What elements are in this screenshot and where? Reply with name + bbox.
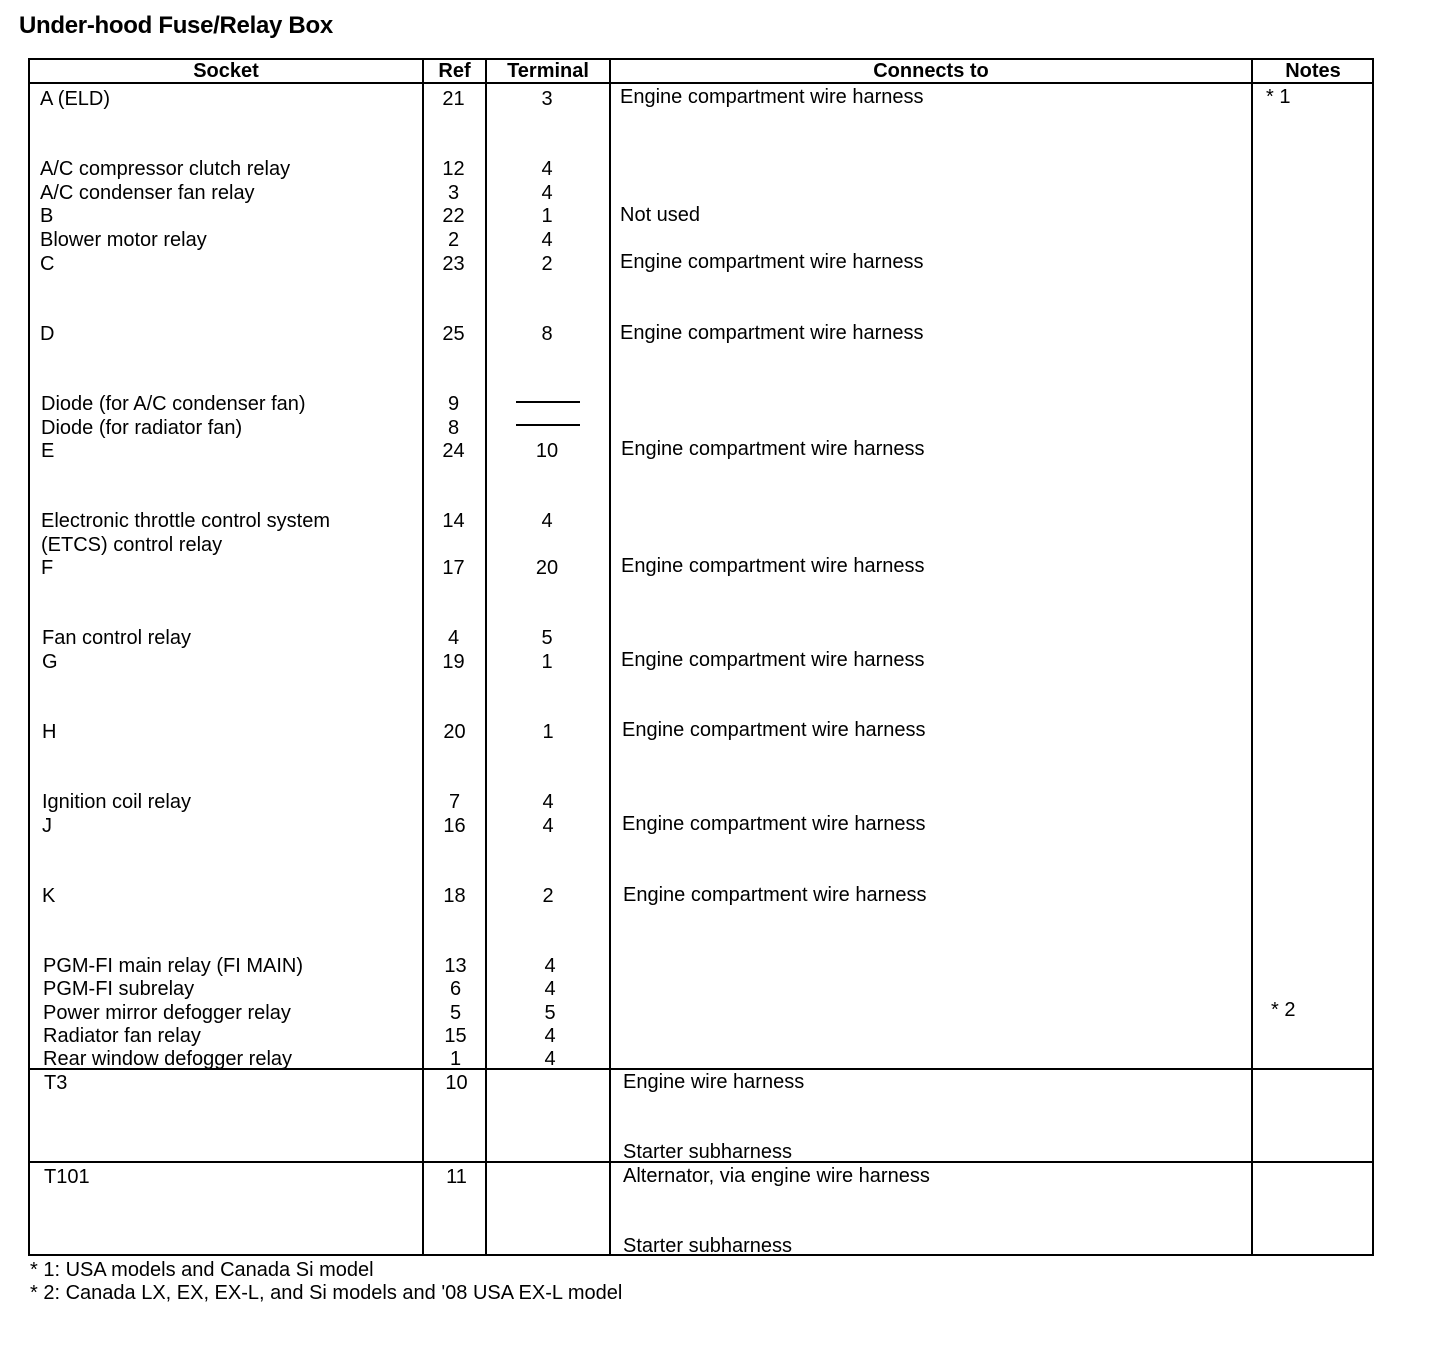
terminal-cell: 8 [541, 323, 553, 345]
ref-cell: 3 [447, 182, 460, 204]
page-title: Under-hood Fuse/Relay Box [19, 12, 333, 39]
ref-cell: 11 [446, 1166, 467, 1188]
column-header-notes: Notes [1285, 60, 1341, 82]
socket-cell: A/C compressor clutch relay [40, 158, 291, 180]
terminal-cell: 4 [542, 791, 554, 813]
socket-cell: PGM-FI subrelay [43, 978, 195, 1000]
connects-cell: Engine compartment wire harness [622, 719, 926, 741]
terminal-cell: 4 [544, 978, 556, 1000]
socket-cell: K [42, 885, 56, 907]
footnote-1: * 1: USA models and Canada Si model [30, 1259, 374, 1281]
ref-cell: 14 [442, 510, 465, 532]
ref-cell: 1 [449, 1048, 462, 1070]
terminal-cell: 1 [541, 651, 553, 673]
socket-cell: Fan control relay [42, 627, 191, 649]
notes-cell: * 1 [1266, 86, 1291, 108]
terminal-cell: 4 [541, 510, 553, 532]
socket-cell: Rear window defogger relay [43, 1048, 293, 1070]
ref-cell: 6 [449, 978, 462, 1000]
terminal-dash [516, 424, 580, 426]
socket-cell: A/C condenser fan relay [40, 182, 255, 204]
terminal-cell: 1 [541, 205, 553, 227]
ref-cell: 23 [442, 253, 465, 275]
socket-cell: B [40, 205, 54, 227]
socket-cell: A (ELD) [40, 88, 111, 110]
connects-cell: Engine compartment wire harness [622, 813, 926, 835]
connects-cell: Engine compartment wire harness [620, 86, 924, 108]
terminal-cell: 4 [542, 815, 554, 837]
socket-cell: Blower motor relay [40, 229, 207, 251]
connects-cell-secondary: Starter subharness [623, 1141, 792, 1163]
terminal-cell: 4 [544, 1048, 556, 1070]
socket-cell: F [41, 557, 54, 579]
connects-cell: Engine compartment wire harness [621, 649, 925, 671]
socket-cell: H [42, 721, 57, 743]
socket-cell: Radiator fan relay [43, 1025, 201, 1047]
column-header-connects-to: Connects to [873, 60, 989, 82]
socket-cell: Diode (for radiator fan) [41, 417, 243, 439]
terminal-cell: 1 [542, 721, 554, 743]
socket-cell: T101 [44, 1166, 90, 1188]
connects-cell: Alternator, via engine wire harness [623, 1165, 930, 1187]
terminal-cell: 2 [542, 885, 554, 907]
connects-cell: Engine wire harness [623, 1071, 805, 1093]
socket-cell: Power mirror defogger relay [43, 1002, 291, 1024]
terminal-cell: 4 [541, 229, 553, 251]
connects-cell: Engine compartment wire harness [621, 438, 925, 460]
notes-cell: * 2 [1271, 999, 1296, 1021]
column-header-terminal: Terminal [507, 60, 589, 82]
terminal-cell: 3 [541, 88, 553, 110]
terminal-cell: 10 [535, 440, 559, 462]
terminal-cell: 20 [535, 557, 559, 579]
socket-cell: Electronic throttle control system [41, 510, 330, 532]
ref-cell: 9 [447, 393, 460, 415]
socket-cell: J [42, 815, 52, 837]
ref-cell: 12 [442, 158, 465, 180]
ref-cell: 16 [443, 815, 466, 837]
column-divider-notes [1251, 60, 1253, 1255]
column-header-ref: Ref [438, 60, 471, 82]
ref-cell: 10 [445, 1072, 468, 1094]
connects-cell-secondary: Starter subharness [623, 1235, 792, 1257]
socket-cell: C [40, 253, 55, 275]
socket-cell: PGM-FI main relay (FI MAIN) [43, 955, 304, 977]
ref-cell: 7 [448, 791, 461, 813]
ref-cell: 22 [442, 205, 465, 227]
ref-cell: 5 [449, 1002, 462, 1024]
terminal-cell: 4 [541, 158, 553, 180]
socket-cell: E [41, 440, 55, 462]
ref-cell: 2 [447, 229, 460, 251]
terminal-cell: 4 [541, 182, 553, 204]
column-divider-connects [609, 60, 611, 1255]
ref-cell: 20 [443, 721, 466, 743]
column-header-socket: Socket [193, 60, 259, 82]
ref-cell: 15 [444, 1025, 467, 1047]
socket-cell: G [42, 651, 58, 673]
ref-cell: 8 [447, 417, 460, 439]
connects-cell: Engine compartment wire harness [620, 251, 924, 273]
ref-cell: 4 [447, 627, 460, 649]
terminal-cell: 4 [544, 1025, 556, 1047]
ref-cell: 18 [443, 885, 466, 907]
terminal-cell: 5 [544, 1002, 556, 1024]
ref-cell: 13 [444, 955, 467, 977]
socket-cell: D [40, 323, 55, 345]
ref-cell: 19 [442, 651, 465, 673]
terminal-cell: 2 [541, 253, 553, 275]
connects-cell: Engine compartment wire harness [623, 884, 927, 906]
ref-cell: 21 [442, 88, 465, 110]
ref-cell: 24 [442, 440, 465, 462]
socket-cell-continued: (ETCS) control relay [41, 534, 223, 556]
socket-cell: T3 [44, 1072, 68, 1094]
ref-cell: 17 [442, 557, 465, 579]
terminal-dash [516, 401, 580, 403]
socket-cell: Diode (for A/C condenser fan) [41, 393, 306, 415]
terminal-cell: 4 [544, 955, 556, 977]
socket-cell: Ignition coil relay [42, 791, 191, 813]
connects-cell: Engine compartment wire harness [620, 322, 924, 344]
footnote-2: * 2: Canada LX, EX, EX-L, and Si models and '08 USA EX-L model [30, 1282, 623, 1304]
connects-cell: Not used [620, 204, 701, 226]
ref-cell: 25 [442, 323, 465, 345]
connects-cell: Engine compartment wire harness [621, 555, 925, 577]
terminal-cell: 5 [541, 627, 553, 649]
